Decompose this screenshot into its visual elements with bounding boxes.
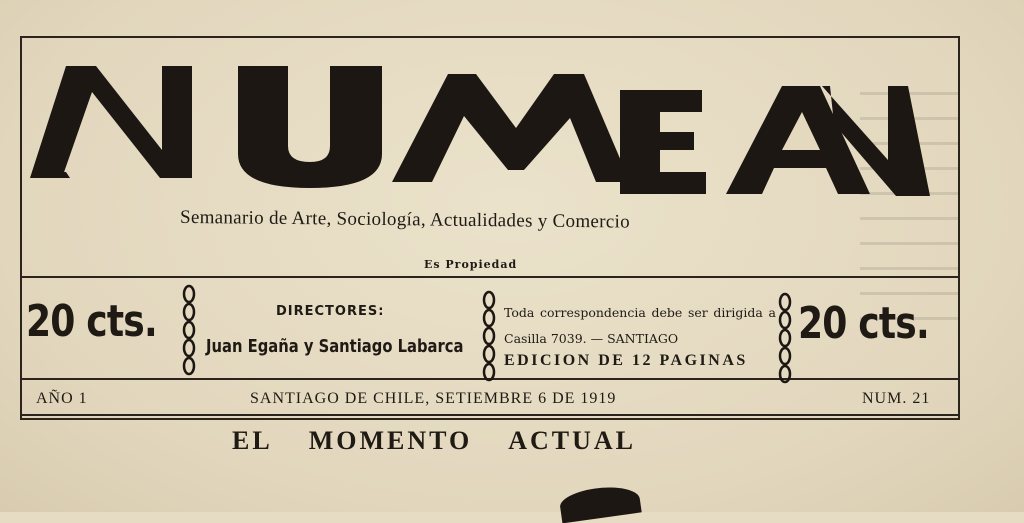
masthead-title [30,46,950,216]
masthead-logo [30,46,950,216]
dateline: SANTIAGO DE CHILE, SETIEMBRE 6 DE 1919 [250,390,617,407]
edition-note: EDICION DE 12 PAGINAS [504,352,748,369]
article-headline [232,426,636,456]
year-label: AÑO 1 [36,390,88,407]
chain-ornament-icon [778,292,792,384]
propiedad-note: Es Propiedad [424,258,518,271]
headline-word-3: ACTUAL [508,426,637,455]
rule-bottom [20,414,960,416]
correspondence-note: Toda correspondencia debe ser dirigida a Casilla 7039. — SANTIAGO [504,305,776,346]
masthead-subtitle: Semanario de Arte, Sociología, Actualidades y Comercio [179,206,631,233]
issue-number: NUM. 21 [862,390,931,407]
price-left: 20 cts. [26,296,157,347]
price-right: 20 cts. [798,298,929,349]
chain-ornament-icon [482,290,496,382]
chain-ornament-icon [182,284,196,376]
headline-word-2: MOMENTO [308,426,473,455]
rule-top [20,276,960,278]
directors-names: Juan Egaña y Santiago Labarca [206,336,464,357]
directors-label: DIRECTORES: [276,304,385,319]
headline-word-1: EL [232,426,273,455]
